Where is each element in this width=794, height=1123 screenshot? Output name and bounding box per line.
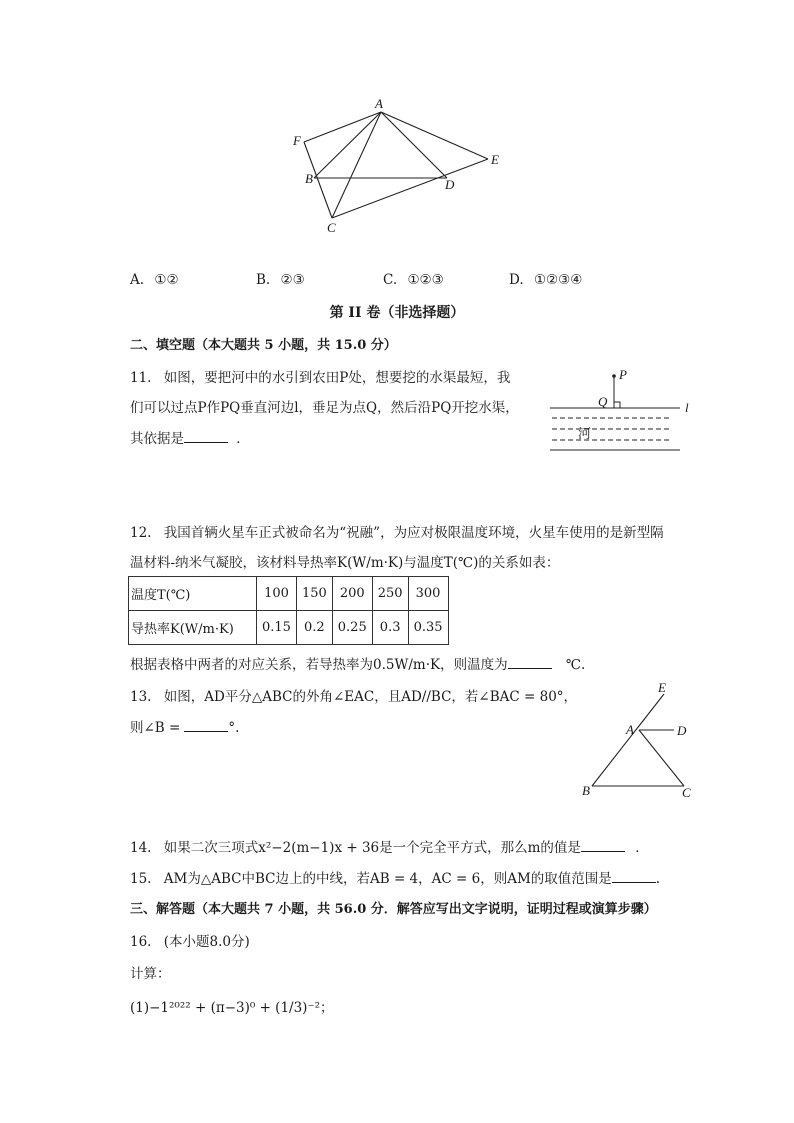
table-cell: 0.25 bbox=[332, 611, 372, 645]
segment-BE bbox=[592, 694, 664, 786]
segment-AC bbox=[639, 730, 684, 786]
q13-number: 13. bbox=[130, 689, 152, 705]
q16-part1: (1)−1²⁰²² + (π−3)⁰ + (1/3)⁻²； bbox=[130, 1000, 334, 1016]
q16-number: 16. bbox=[130, 934, 152, 950]
option-d-text: ①②③④ bbox=[533, 272, 583, 288]
q14-text: 如果二次三项式x²−2(m−1)x + 36是一个完全平方式，那么m的值是 bbox=[163, 840, 581, 856]
q13-line2 bbox=[130, 716, 239, 736]
table-cell: 0.15 bbox=[257, 611, 297, 645]
label-E: E bbox=[658, 680, 666, 695]
q14-answer-blank[interactable] bbox=[581, 839, 625, 852]
q11-text-line2: 们可以过点P作PQ垂直河边l，垂足为点Q，然后沿PQ开挖水渠， bbox=[130, 400, 519, 416]
q10-geometry-figure bbox=[280, 90, 520, 240]
table-cell: 0.3 bbox=[372, 611, 408, 645]
q11-text-line1: 如图，要把河中的水引到农田P处，想要挖的水渠最短，我 bbox=[163, 370, 511, 386]
table-cell: 0.35 bbox=[408, 611, 448, 645]
q12-text-line1: 我国首辆火星车正式被命名为“祝融”，为应对极限温度环境，火星车使用的是新型隔 bbox=[163, 525, 664, 541]
part2-title: 第 II 卷（非选择题） bbox=[329, 305, 465, 321]
q13-line1 bbox=[130, 685, 577, 705]
label-E: E bbox=[491, 152, 499, 167]
q12-unit: ℃. bbox=[565, 657, 586, 673]
table-row-conductivity bbox=[129, 611, 449, 645]
q16-intro: 计算： bbox=[130, 966, 171, 982]
q12-data-table bbox=[128, 576, 449, 645]
segment-AD bbox=[381, 112, 447, 178]
q13-text-line1: 如图，AD平分△ABC的外角∠EAC，且AD//BC，若∠BAC = 80°， bbox=[163, 689, 578, 705]
q15-end: . bbox=[655, 871, 661, 887]
table-cell: 100 bbox=[257, 577, 297, 611]
option-d bbox=[509, 272, 582, 288]
option-a-letter: A. bbox=[130, 272, 145, 288]
q15-text: AM为△ABC中BC边上的中线，若AB = 4，AC = 6，则AM的取值范围是 bbox=[163, 871, 612, 887]
label-F: F bbox=[293, 133, 301, 148]
table-cell: 300 bbox=[408, 577, 448, 611]
q11-answer-blank[interactable] bbox=[184, 430, 228, 443]
point-P bbox=[612, 374, 616, 378]
label-D: D bbox=[445, 177, 455, 192]
section3-heading: 三、解答题（本大题共 7 小题，共 56.0 分．解答应写出文字说明，证明过程或演算步骤） bbox=[130, 902, 657, 917]
table-cell: 0.2 bbox=[296, 611, 332, 645]
right-angle-mark bbox=[614, 402, 620, 408]
q15-line bbox=[130, 867, 660, 887]
q16-points: (本小题8.0分) bbox=[163, 934, 250, 950]
option-d-letter: D. bbox=[509, 272, 524, 288]
river-label: 河 bbox=[578, 427, 592, 442]
label-B: B bbox=[305, 171, 313, 186]
label-Q: Q bbox=[598, 394, 608, 409]
option-a-text: ①② bbox=[154, 272, 179, 288]
label-l: l bbox=[685, 400, 689, 415]
option-b-letter: B. bbox=[256, 272, 271, 288]
q16-header bbox=[130, 930, 250, 950]
label-C: C bbox=[327, 220, 336, 235]
label-P: P bbox=[619, 367, 627, 382]
q11-line1 bbox=[130, 366, 510, 386]
label-D: D bbox=[677, 723, 687, 738]
table-cell: 200 bbox=[332, 577, 372, 611]
option-c-letter: C. bbox=[383, 272, 398, 288]
table-row-temperature bbox=[129, 577, 449, 611]
q12-text-line2: 温材料-纳米气凝胶，该材料导热率K(W/m·K)与温度T(℃)的关系如表： bbox=[130, 555, 560, 571]
q12-text-line3: 根据表格中两者的对应关系，若导热率为0.5W/m·K，则温度为 bbox=[130, 657, 508, 673]
q14-number: 14. bbox=[130, 840, 152, 856]
option-c bbox=[383, 272, 444, 288]
segment-AE bbox=[381, 112, 488, 159]
section2-heading: 二、填空题（本大题共 5 小题，共 15.0 分） bbox=[130, 338, 397, 353]
q13-triangle-figure bbox=[576, 678, 706, 804]
q13-text-line2: 则∠B = bbox=[130, 720, 181, 736]
label-A: A bbox=[375, 96, 383, 111]
q13-degree: °. bbox=[228, 720, 240, 736]
table-header-temperature: 温度T(℃) bbox=[129, 577, 257, 611]
table-header-conductivity: 导热率K(W/m·K) bbox=[129, 611, 257, 645]
q11-text-line3: 其依据是 bbox=[130, 431, 184, 447]
label-B: B bbox=[582, 783, 590, 798]
table-cell: 250 bbox=[372, 577, 408, 611]
label-C: C bbox=[682, 785, 691, 800]
q13-answer-blank[interactable] bbox=[184, 719, 228, 732]
q11-number: 11. bbox=[130, 370, 152, 386]
q12-line1 bbox=[130, 521, 664, 541]
option-a bbox=[130, 272, 179, 288]
label-A: A bbox=[626, 722, 634, 737]
q12-answer-blank[interactable] bbox=[508, 656, 552, 669]
option-c-text: ①②③ bbox=[407, 272, 444, 288]
q12-number: 12. bbox=[130, 525, 152, 541]
q15-answer-blank[interactable] bbox=[612, 870, 656, 883]
q14-end: ． bbox=[635, 840, 649, 856]
segment-AB bbox=[314, 112, 381, 178]
q11-river-figure bbox=[540, 362, 700, 454]
q12-line3 bbox=[130, 653, 585, 673]
option-b bbox=[256, 272, 305, 288]
q11-line3 bbox=[130, 427, 250, 447]
q14-line bbox=[130, 836, 649, 856]
q11-end: ． bbox=[236, 431, 250, 447]
table-cell: 150 bbox=[296, 577, 332, 611]
q15-number: 15. bbox=[130, 871, 152, 887]
option-b-text: ②③ bbox=[280, 272, 305, 288]
